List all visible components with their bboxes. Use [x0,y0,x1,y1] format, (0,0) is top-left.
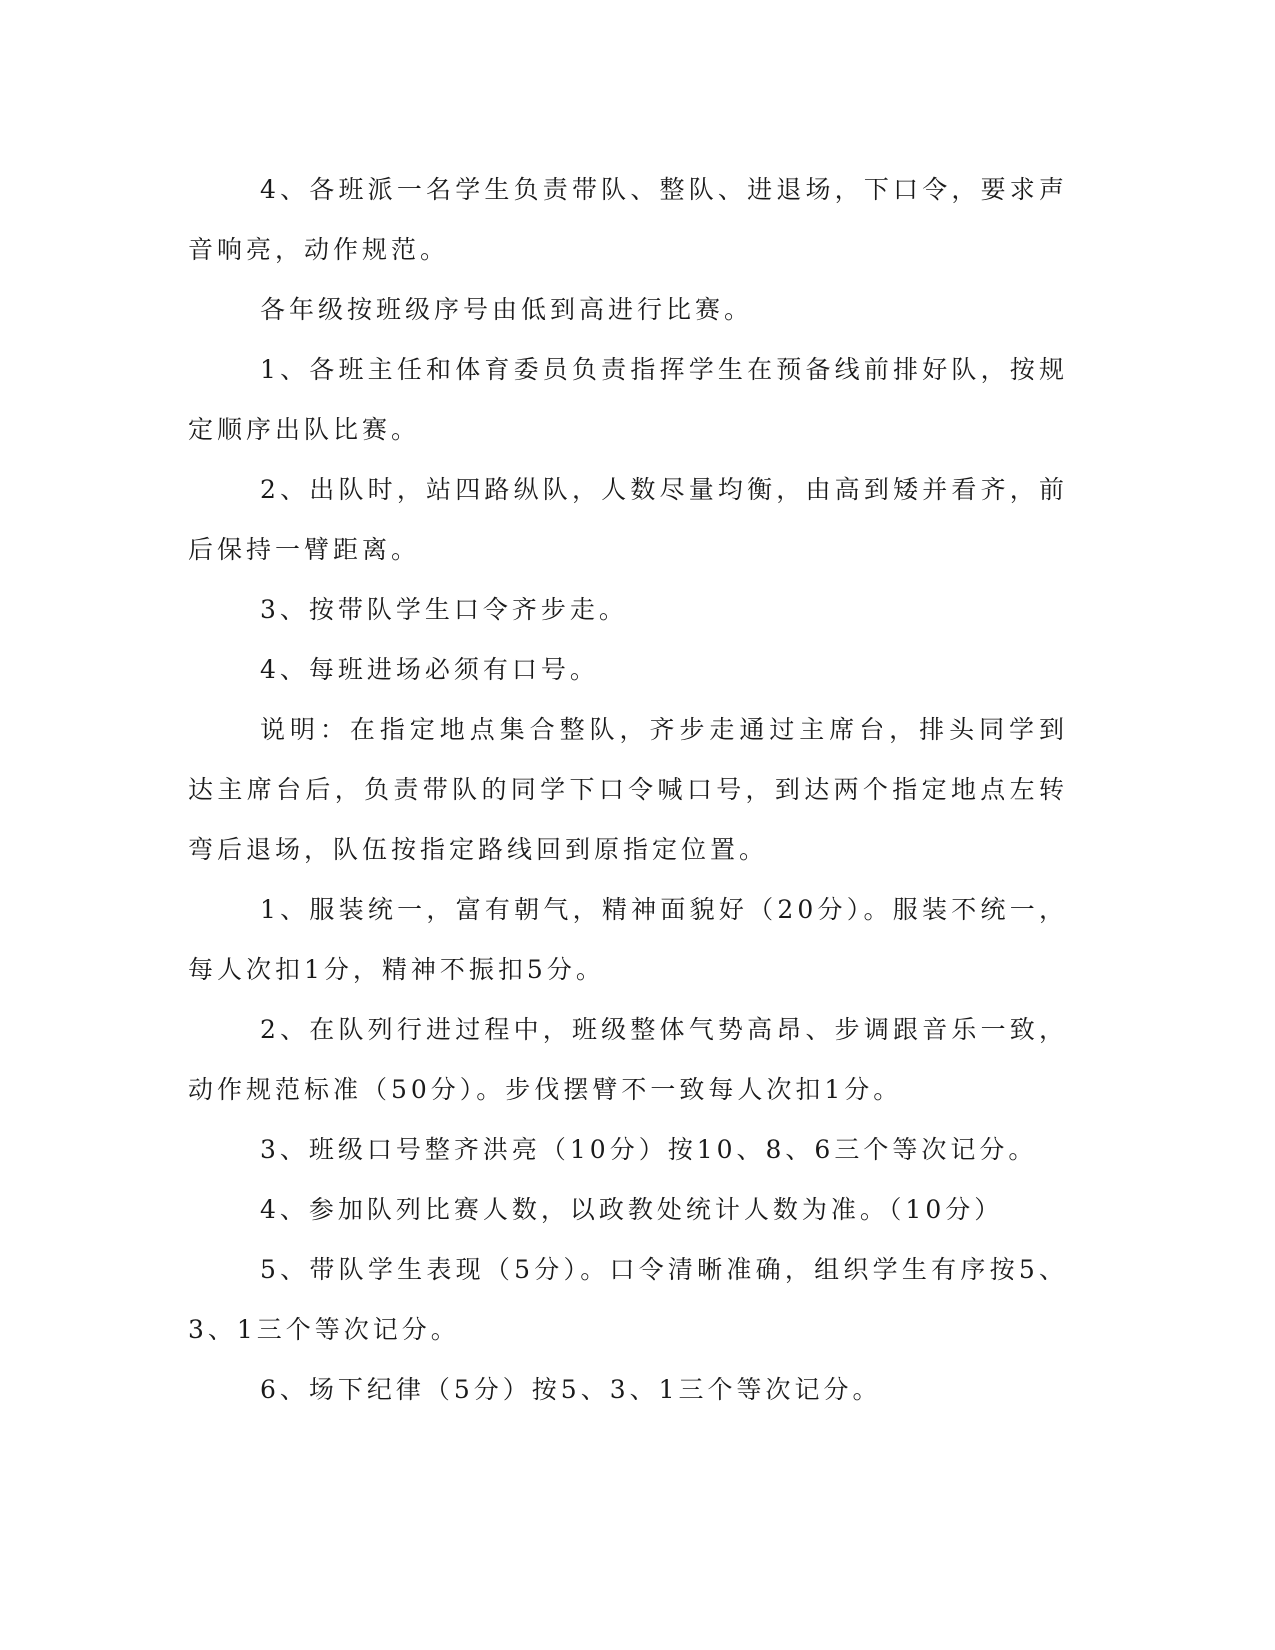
paragraph-scoring-6: 6、场下纪律（5分）按5、3、1三个等次记分。 [260,1375,882,1404]
paragraph-leader-duty: 4、各班派一名学生负责带队、整队、进退场，下口令，要求声音响亮，动作规范。 [188,175,1068,264]
paragraph-scoring-2: 2、在队列行进过程中，班级整体气势高昂、步调跟音乐一致，动作规范标准（50分）。步伐摆臂不一致每人次扣1分。 [188,1015,1068,1104]
paragraph-rule-3: 3、按带队学生口令齐步走。 [260,595,628,624]
document-body [188,160,1068,1420]
paragraph-competition-order: 各年级按班级序号由低到高进行比赛。 [260,295,754,324]
paragraph-scoring-4: 4、参加队列比赛人数，以政教处统计人数为准。（10分） [260,1195,1004,1224]
paragraph-rule-2: 2、出队时，站四路纵队，人数尽量均衡，由高到矮并看齐，前后保持一臂距离。 [188,475,1068,564]
paragraph-scoring-5: 5、带队学生表现（5分）。口令清晰准确，组织学生有序按5、3、1三个等次记分。 [188,1255,1068,1344]
paragraph-scoring-1: 1、服装统一，富有朝气，精神面貌好（20分）。服装不统一，每人次扣1分，精神不振扣5分。 [188,895,1068,984]
paragraph-explanation: 说明：在指定地点集合整队，齐步走通过主席台，排头同学到达主席台后，负责带队的同学下口令喊口号，到达两个指定地点左转弯后退场，队伍按指定路线回到原指定位置。 [188,715,1068,864]
paragraph-rule-1: 1、各班主任和体育委员负责指挥学生在预备线前排好队，按规定顺序出队比赛。 [188,355,1068,444]
paragraph-rule-4: 4、每班进场必须有口号。 [260,655,599,684]
paragraph-scoring-3: 3、班级口号整齐洪亮（10分）按10、8、6三个等次记分。 [260,1135,1038,1164]
